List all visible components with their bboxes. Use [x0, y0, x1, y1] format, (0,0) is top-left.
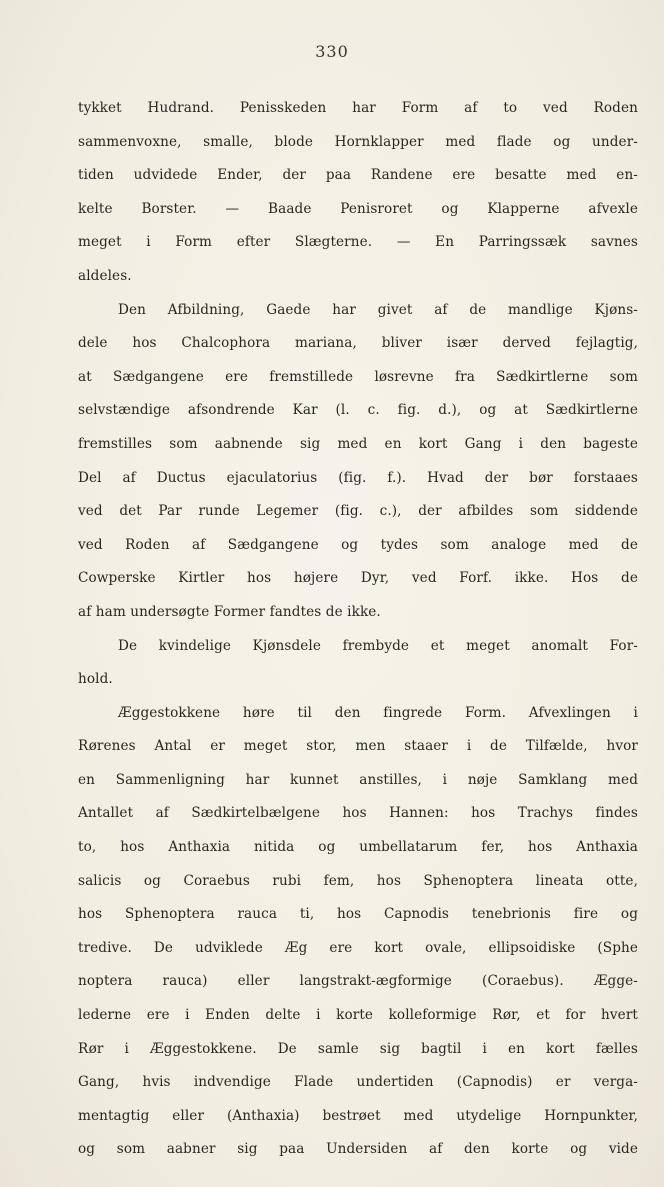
text-line: mentagtig eller (Anthaxia) bestrøet med utydelige Hornpunkter,: [78, 1107, 638, 1124]
body-text: [78, 92, 638, 1167]
text-line: Den Afbildning, Gaede har givet af de mandlige Kjøns-: [118, 301, 638, 318]
text-line: Æggestokkene høre til den fingrede Form. Afvexlingen i: [118, 704, 638, 721]
text-line: sammenvoxne, smalle, blode Hornklapper med flade og under-: [78, 133, 638, 150]
text-line: noptera rauca) eller langstrakt-ægformige (Coraebus). Ægge-: [78, 973, 638, 990]
text-line: dele hos Chalcophora mariana, bliver især derved fejlagtig,: [78, 335, 638, 352]
text-line: af ham undersøgte Former fandtes de ikke.: [78, 603, 381, 620]
text-line: Del af Ductus ejaculatorius (fig. f.). Hvad der bør forstaaes: [78, 469, 638, 486]
text-line: Rørenes Antal er meget stor, men staaer i de Tilfælde, hvor: [78, 738, 638, 755]
text-line: Antallet af Sædkirtelbælgene hos Hannen: hos Trachys findes: [78, 805, 638, 822]
text-line: ved Roden af Sædgangene og tydes som analoge med de: [78, 536, 638, 553]
text-line: tiden udvidede Ender, der paa Randene ere besatte med en-: [78, 167, 638, 184]
text-line: Rør i Æggestokkene. De samle sig bagtil i en kort fælles: [78, 1040, 638, 1057]
text-line: Gang, hvis indvendige Flade undertiden (Capnodis) er verga-: [78, 1074, 638, 1091]
text-line: kelte Borster. — Baade Penisroret og Klapperne afvexle: [78, 200, 638, 217]
text-line: hos Sphenoptera rauca ti, hos Capnodis tenebrionis fire og: [78, 906, 638, 923]
text-line: en Sammenligning har kunnet anstilles, i nøje Samklang med: [78, 771, 638, 788]
text-line: Cowperske Kirtler hos højere Dyr, ved Forf. ikke. Hos de: [78, 570, 638, 587]
text-line: selvstændige afsondrende Kar (l. c. fig. d.), og at Sædkirtlerne: [78, 402, 638, 419]
text-line: to, hos Anthaxia nitida og umbellatarum fer, hos Anthaxia: [78, 839, 638, 856]
text-line: meget i Form efter Slægterne. — En Parringssæk savnes: [78, 234, 638, 251]
text-line: salicis og Coraebus rubi fem, hos Sphenoptera lineata otte,: [78, 872, 638, 889]
text-line: hold.: [78, 671, 113, 688]
text-line: aldeles.: [78, 267, 132, 284]
text-line: ved det Par runde Legemer (fig. c.), der afbildes som siddende: [78, 503, 638, 520]
text-line: fremstilles som aabnende sig med en kort Gang i den bageste: [78, 435, 638, 452]
text-line: tredive. De udviklede Æg ere kort ovale, ellipsoidiske (Sphe: [78, 939, 638, 956]
text-line: lederne ere i Enden delte i korte kolleformige Rør, et for hvert: [78, 1007, 638, 1024]
text-line: og som aabner sig paa Undersiden af den korte og vide: [78, 1141, 638, 1158]
page-number: 330: [315, 42, 349, 61]
text-line: at Sædgangene ere fremstillede løsrevne fra Sædkirtlerne som: [78, 368, 638, 385]
text-line: De kvindelige Kjønsdele frembyde et meget anomalt For-: [118, 637, 638, 654]
text-line: tykket Hudrand. Penisskeden har Form af to ved Roden: [78, 100, 638, 116]
